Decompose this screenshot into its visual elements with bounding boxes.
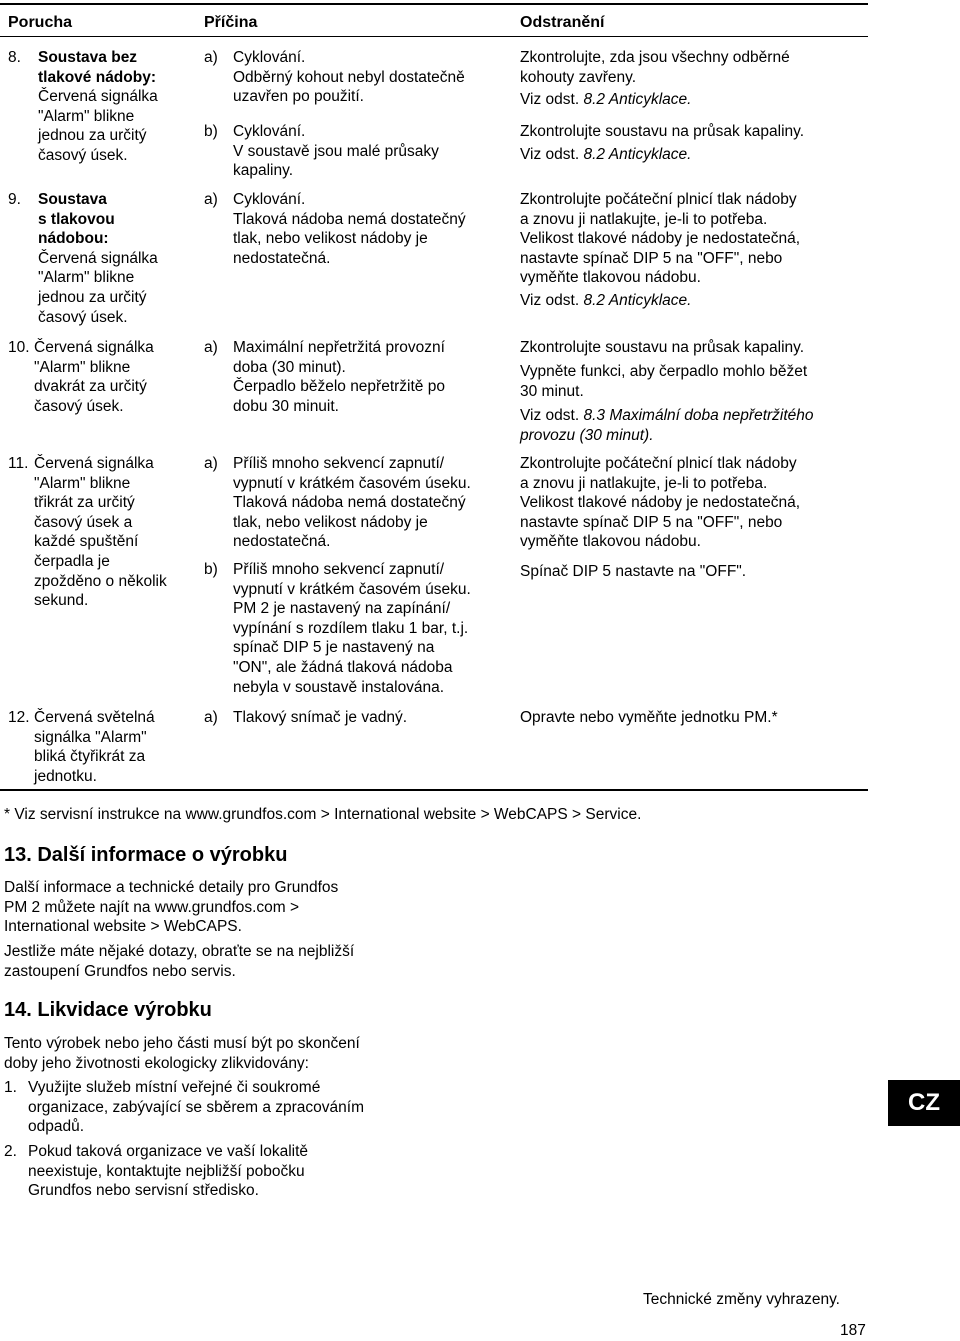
fault-line: "Alarm" blikne	[38, 269, 135, 287]
cause-line: Příliš mnoho sekvencí zapnutí/	[233, 455, 445, 472]
cause-line: nedostatečná.	[233, 249, 331, 267]
footnote: * Viz servisní instrukce na www.grundfos.com > International website > WebCAPS > Service.	[4, 806, 642, 823]
cause-text	[233, 708, 514, 728]
reference-prefix: Viz odst.	[520, 291, 584, 309]
remedy-reference	[520, 291, 865, 311]
remedy-line: Zkontrolujte soustavu na průsak kapaliny.	[520, 339, 805, 356]
cause-line: doba (30 minut).	[233, 358, 346, 376]
cause-line: Cyklování.	[233, 49, 306, 66]
remedy-line: Velikost tlakové nádoby je nedostatečná,	[520, 494, 801, 512]
cause-line: spínač DIP 5 je nastavený na	[233, 639, 435, 657]
remedy-line: Zkontrolujte soustavu na průsak kapaliny.	[520, 123, 805, 140]
reference-prefix: Viz odst.	[520, 145, 584, 163]
remedy-line: kohouty zavřeny.	[520, 68, 637, 86]
fault-line: každé spuštění	[34, 533, 139, 551]
cause-item	[204, 708, 514, 728]
cause-text	[233, 48, 514, 107]
cause-item	[204, 122, 514, 181]
remedy-item	[520, 362, 865, 401]
remedy-reference	[520, 90, 865, 110]
cause-line: uzavřen po použití.	[233, 88, 364, 106]
remedy-line: Zkontrolujte počáteční plnicí tlak nádoby	[520, 455, 797, 472]
cause-label: a)	[204, 49, 218, 66]
section-14-intro: Tento výrobek nebo jeho části musí být po skončení doby jeho životnosti ekologicky zlikvidovány:	[4, 1035, 360, 1072]
fault-line: dvakrát za určitý	[34, 378, 147, 396]
cause-label: b)	[204, 561, 218, 578]
reference-prefix: Viz odst.	[520, 407, 584, 424]
cause-text	[233, 122, 514, 181]
cause-line: vypínání s rozdílem tlaku 1 bar, t.j.	[233, 619, 469, 637]
disposal-list-item-2: 2. Pokud taková organizace ve vaší lokalitě neexistuje, kontaktujte nejbližší pobočku Grundfos nebo servisní středisko.	[4, 1143, 309, 1200]
cause-item	[204, 48, 514, 107]
cause-line: dobu 30 minuit.	[233, 397, 339, 415]
cause-line: tlak, nebo velikost nádoby je	[233, 513, 428, 531]
fault-line: Červená signálka	[34, 339, 154, 356]
fault-text	[34, 338, 198, 416]
row-number: 12.	[8, 709, 30, 726]
fault-line: časový úsek.	[38, 308, 128, 326]
cause-line: Maximální nepřetržitá provozní	[233, 339, 445, 356]
cause-item	[204, 338, 514, 416]
fault-line: časový úsek.	[34, 397, 124, 415]
fault-line: "Alarm" blikne	[34, 358, 131, 376]
remedy-line: nastavte spínač DIP 5 na "OFF", nebo	[520, 249, 783, 267]
cause-line: nedostatečná.	[233, 533, 331, 551]
fault-line: jednotku.	[34, 767, 97, 785]
cause-label: a)	[204, 339, 218, 356]
remedy-line: a znovu ji natlakujte, je-li to potřeba.	[520, 474, 768, 492]
remedy-line: Spínač DIP 5 nastavte na "OFF".	[520, 563, 747, 580]
fault-line: časový úsek a	[34, 513, 133, 531]
header-fault: Porucha	[8, 14, 73, 31]
cause-line: Odběrný kohout nebyl dostatečně	[233, 68, 465, 86]
remedy-line: 30 minut.	[520, 382, 584, 400]
fault-title-line: s tlakovou	[38, 210, 115, 228]
fault-line: "Alarm" blikne	[34, 474, 131, 492]
table-row-fault	[8, 190, 198, 327]
cause-item	[204, 560, 514, 697]
fault-line: třikrát za určitý	[34, 494, 135, 512]
fault-line: Červená signálka	[34, 455, 154, 472]
table-bottom-rule	[0, 789, 868, 791]
reference-section: 8.2 Anticyklace.	[583, 291, 692, 309]
cause-item	[204, 190, 514, 268]
fault-title-line: nádobou:	[38, 230, 109, 248]
cause-line: nebyla v soustavě instalována.	[233, 678, 445, 696]
remedy-line: vyměňte tlakovou nádobu.	[520, 533, 701, 551]
remedy-line: a znovu ji natlakujte, je-li to potřeba.	[520, 210, 768, 228]
fault-title-line: Soustava	[38, 191, 107, 208]
remedy-line: Velikost tlakové nádoby je nedostatečná,	[520, 230, 801, 248]
language-badge: CZ	[888, 1080, 960, 1126]
remedy-line: nastavte spínač DIP 5 na "OFF", nebo	[520, 513, 783, 531]
fault-line: jednou za určitý	[38, 288, 147, 306]
cause-text	[233, 190, 514, 268]
remedy-item	[520, 406, 865, 445]
footer-note: Technické změny vyhrazeny.	[643, 1291, 840, 1308]
fault-line: čerpadla je	[34, 552, 110, 570]
remedy-item	[520, 338, 865, 358]
cause-text	[233, 560, 514, 697]
remedy-line: Vypněte funkci, aby čerpadlo mohlo běžet	[520, 363, 808, 380]
page-number: 187	[840, 1322, 866, 1339]
fault-text	[34, 454, 198, 611]
cause-line: kapaliny.	[233, 162, 294, 180]
table-row-fault	[8, 708, 198, 786]
remedy-line: Opravte nebo vyměňte jednotku PM.*	[520, 709, 778, 726]
fault-text	[34, 708, 198, 786]
fault-line: jednou za určitý	[38, 127, 147, 145]
section-13-para-2: Jestliže máte nějaké dotazy, obraťte se na nejbližší zastoupení Grundfos nebo servis.	[4, 943, 355, 980]
table-header-rule	[0, 36, 868, 37]
reference-section: 8.2 Anticyklace.	[583, 91, 692, 109]
table-row-fault	[8, 48, 198, 166]
reference-section: 8.3 Maximální doba nepřetržitého	[583, 407, 814, 424]
remedy-item	[520, 122, 865, 164]
fault-line: zpožděno o několik	[34, 572, 167, 590]
cause-line: Čerpadlo běželo nepřetržitě po	[233, 378, 445, 396]
fault-line: sekund.	[34, 592, 89, 610]
cause-label: a)	[204, 191, 218, 208]
disposal-list-item-1: 1. Využijte služeb místní veřejné či soukromé organizace, zabývající se sběrem a zpracováním odpadů.	[4, 1079, 364, 1136]
cause-line: vypnutí v krátkém časovém úseku.	[233, 474, 471, 492]
remedy-line: Zkontrolujte, zda jsou všechny odběrné	[520, 49, 790, 66]
section-13-title: 13. Další informace o výrobku	[4, 844, 288, 866]
cause-line: tlak, nebo velikost nádoby je	[233, 230, 428, 248]
cause-label: a)	[204, 455, 218, 472]
fault-text	[38, 48, 198, 166]
cause-line: Tlakový snímač je vadný.	[233, 709, 408, 726]
cause-line: Tlaková nádoba nemá dostatečný	[233, 494, 466, 512]
fault-text	[38, 190, 198, 327]
table-row-fault	[8, 338, 198, 416]
fault-line: časový úsek.	[38, 146, 128, 164]
cause-label: b)	[204, 123, 218, 140]
remedy-item	[520, 562, 865, 582]
section-14-title: 14. Likvidace výrobku	[4, 999, 212, 1021]
fault-line: signálka "Alarm"	[34, 728, 147, 746]
cause-line: vypnutí v krátkém časovém úseku.	[233, 580, 471, 598]
header-remedy: Odstranění	[520, 14, 605, 31]
reference-section: 8.2 Anticyklace.	[583, 145, 692, 163]
row-number: 10.	[8, 339, 30, 356]
cause-line: Tlaková nádoba nemá dostatečný	[233, 210, 466, 228]
remedy-item	[520, 48, 865, 110]
fault-line: Červená signálka	[38, 88, 158, 106]
fault-line: Červená světelná	[34, 709, 155, 726]
row-number: 11.	[8, 455, 29, 472]
cause-line: Cyklování.	[233, 123, 306, 140]
table-row-fault	[8, 454, 198, 611]
remedy-reference	[520, 406, 865, 426]
cause-line: Příliš mnoho sekvencí zapnutí/	[233, 561, 445, 578]
cause-line: PM 2 je nastavený na zapínání/	[233, 600, 451, 618]
cause-text	[233, 454, 514, 552]
reference-prefix: Viz odst.	[520, 91, 584, 109]
cause-line: V soustavě jsou malé průsaky	[233, 142, 439, 160]
remedy-item	[520, 454, 865, 552]
cause-text	[233, 338, 514, 416]
fault-line: Červená signálka	[38, 249, 158, 267]
fault-title-line: tlakové nádoby:	[38, 68, 156, 86]
cause-line: Cyklování.	[233, 191, 306, 208]
fault-title-line: Soustava bez	[38, 49, 138, 66]
remedy-item	[520, 190, 865, 311]
remedy-reference	[520, 145, 865, 165]
fault-line: bliká čtyřikrát za	[34, 748, 146, 766]
reference-section-cont: provozu (30 minut).	[520, 426, 654, 444]
remedy-line: Zkontrolujte počáteční plnicí tlak nádoby	[520, 191, 797, 208]
cause-label: a)	[204, 709, 218, 726]
table-top-rule	[0, 3, 868, 5]
row-number: 9.	[8, 191, 21, 208]
fault-line: "Alarm" blikne	[38, 107, 135, 125]
cause-item	[204, 454, 514, 552]
cause-line: "ON", ale žádná tlaková nádoba	[233, 658, 453, 676]
remedy-item	[520, 708, 865, 728]
section-13-para-1: Další informace a technické detaily pro Grundfos PM 2 můžete najít na www.grundfos.com > International website > WebCAPS.	[4, 879, 339, 936]
remedy-line: vyměňte tlakovou nádobu.	[520, 269, 701, 287]
header-cause: Příčina	[204, 14, 258, 31]
row-number: 8.	[8, 49, 21, 66]
